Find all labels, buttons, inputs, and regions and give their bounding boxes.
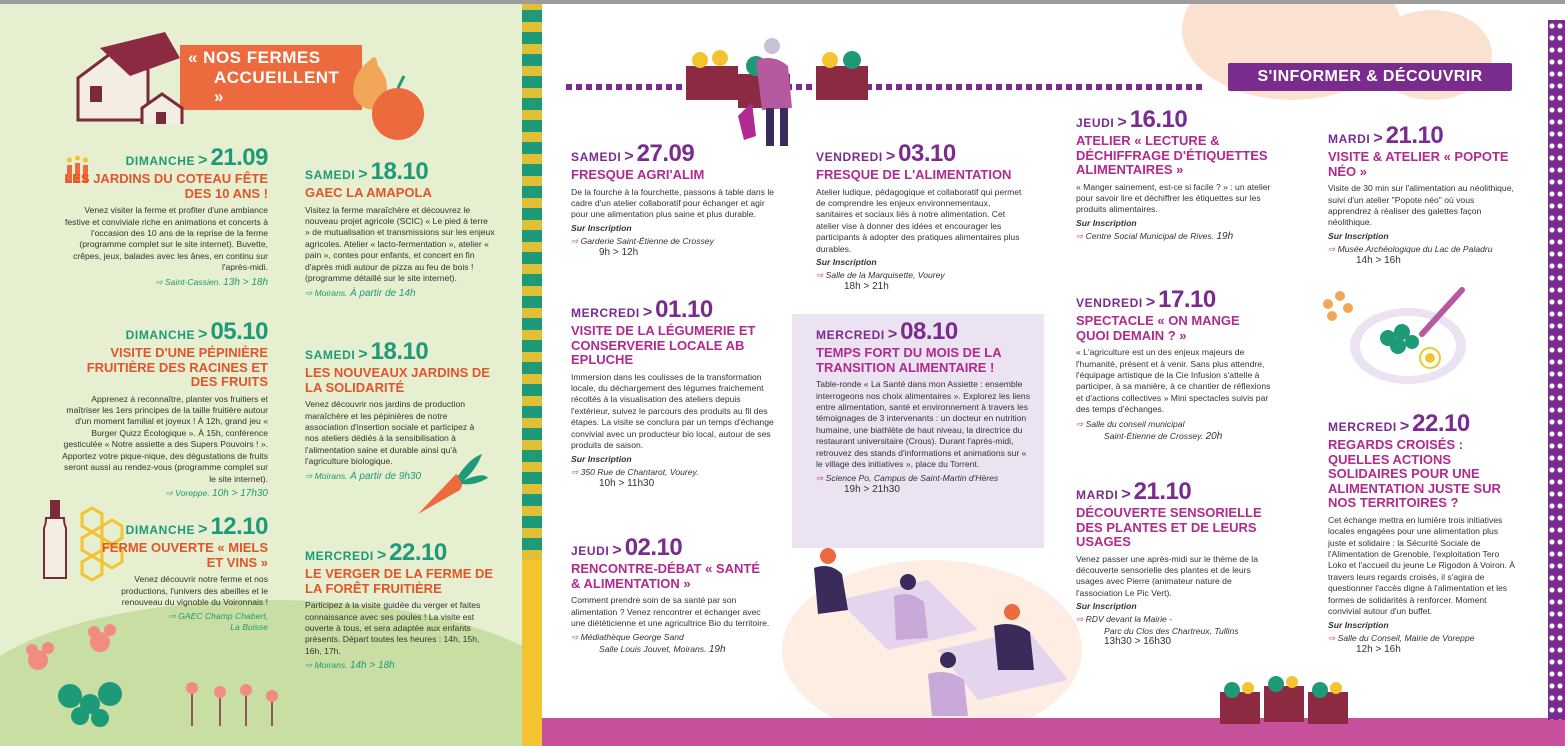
event-time: 20h — [1205, 430, 1223, 442]
event-title: LES NOUVEAUX JARDINS DE LA SOLIDARITÉ — [305, 365, 490, 395]
event-day: JEUDI — [1076, 116, 1115, 130]
event-location: Salle de la Marquisette, Vourey — [825, 270, 945, 281]
event-time: 9h > 12h — [599, 246, 639, 258]
event-title: RENCONTRE-DÉBAT « SANTÉ & ALIMENTATION » — [571, 561, 760, 591]
event-day: MARDI — [1076, 488, 1119, 502]
event-day: MERCREDI — [305, 549, 374, 563]
event-title: FRESQUE DE L'ALIMENTATION — [816, 167, 1012, 182]
event-location-2: Salle Louis Jouvet, Moirans. — [599, 644, 707, 655]
event-inscription: Sur Inscription — [1328, 230, 1389, 241]
event-description: « Manger sainement, est-ce si facile ? » : un atelier pour savoir lire et déchiffrer les étiquettes sur les produits alimentaires. — [1076, 181, 1271, 215]
event-inscription: Sur Inscription — [571, 222, 632, 233]
vegetable-crates-icon — [1216, 664, 1356, 734]
event-title: FRESQUE AGRI'ALIM — [571, 167, 705, 182]
event-location: Saint-Cassien. — [164, 276, 221, 287]
info-event: JEUDI > 16.10 ATELIER « LECTURE & DÉCHIFFRAGE D'ÉTIQUETTES ALIMENTAIRES » « Manger sainement, est-ce si facile ? » : un atelier pour savoir lire et déchiffrer les étiquettes sur les produits alimentaires. Sur Inscription ⇨ Centre Social Municipal de Rives. 19h — [1076, 108, 1276, 242]
farm-event: SAMEDI > 18.10 LES NOUVEAUX JARDINS DE LA SOLIDARITÉ Venez découvrir nos jardins de production maraîchère et les pépinières de notre association d'insertion sociale et participez à nos ateliers dédiés à la sensibilisation à l'alimentation saine et durable ainsi qu'à l'agriculture biologique. ⇨ Moirans. À partir de 9h30 — [305, 338, 490, 482]
top-rule — [0, 0, 1565, 4]
event-title: SPECTACLE « ON MANGE QUOI DEMAIN ? » — [1076, 313, 1240, 343]
event-location: Voreppe. — [175, 488, 210, 499]
event-description: De la fourche à la fourchette, passons à table dans le cadre d'un atelier collaboratif pour échanger et agir pour une alimentation plus saine et plus durable. — [571, 186, 775, 220]
event-date: 21.10 — [1385, 122, 1444, 149]
event-title: LES JARDINS DU COTEAU FÊTE DES 10 ANS ! — [64, 171, 268, 201]
event-date: 22.10 — [389, 539, 447, 566]
event-location: Centre Social Municipal de Rives. — [1085, 230, 1215, 241]
header-line-1: « NOS FERMES — [188, 48, 321, 67]
info-event: SAMEDI > 27.09 FRESQUE AGRI'ALIM De la fourche à la fourchette, passons à table dans le cadre d'un atelier collaboratif pour échanger et agir pour une alimentation plus saine et plus durable. Sur Inscription ⇨ Garderie Saint-Étienne de Crossey 9h > 12h — [571, 142, 777, 258]
header-line-2: ACCUEILLENT » — [214, 67, 340, 107]
event-description: Visitez la ferme maraîchère et découvrez le nouveau projet agricole (SCIC) « Le pied à terre » de mutualisation et transmissions sur les enjeux agricoles. Atelier « lacto-fermentation », atelier « pain », contes pour enfants, et concert en fin d'après midi autour de pizza au feu de bois ! (programme détaillé sur le site internet). — [305, 204, 495, 284]
event-description: Immersion dans les coulisses de la transformation locale, du déchargement des légumes fraichement récoltés à la visualisation des ateliers depuis l'extérieur, suivez le parcours des produits au fil des étapes. La visite se conclura par un temps d'échange convivial avec un producteur bio local, autour de ses produits de saison. — [571, 371, 774, 451]
arrow-icon: ⇨ — [1076, 614, 1086, 625]
farm-event: DIMANCHE > 12.10 FERME OUVERTE « MIELS ET VINS » Venez découvrir notre ferme et nos productions, l'univers des abeilles et le renouveau du vignoble du Voironnais ! ⇨ GAEC Champ Chabert, La Buisse — [96, 515, 268, 632]
plate-icon — [1312, 284, 1472, 394]
event-date: 27.09 — [636, 140, 695, 167]
event-inscription: Sur Inscription — [816, 257, 877, 268]
event-date: 12.10 — [210, 513, 268, 540]
event-location: Médiathèque George Sand — [580, 632, 684, 643]
event-inscription: Sur Inscription — [1076, 601, 1137, 612]
arrow-icon: ⇨ — [1328, 632, 1338, 643]
event-location: RDV devant la Mairie - — [1085, 614, 1173, 625]
event-description: Participez à la visite guidée du verger et faites connaissance avec ses poules ! La visite est ouverte à tous, et sera adaptée aux enfants présents. Départ toutes les heures : 14h, 15h, 16h, 17h. — [305, 600, 481, 656]
flowers-icon — [10, 620, 140, 730]
event-description: Venez passer une après-midi sur le thème de la découverte sensorielle des plantes et de leurs usages avec Pierre (animateur nature de l'association Le Pic Vert). — [1076, 553, 1258, 598]
event-day: MERCREDI — [816, 328, 885, 342]
header-nos-fermes — [180, 45, 362, 110]
arrow-icon: ⇨ — [816, 473, 826, 484]
info-event: MARDI > 21.10 DÉCOUVERTE SENSORIELLE DES PLANTES ET DE LEURS USAGES Venez passer une après-midi sur le thème de la découverte sensorielle des plantes et de leurs usages avec Pierre (animateur nature de l'association Le Pic Vert). Sur Inscription ⇨ RDV devant la Mairie - Parc du Clos des Chartreux, Tullins 13h30 > 16h30 — [1076, 480, 1280, 647]
pear-icon — [342, 50, 434, 142]
event-location: Moirans. — [314, 660, 348, 671]
arrow-icon: ⇨ — [168, 611, 179, 622]
info-event: MERCREDI > 22.10 REGARDS CROISÉS : QUELLES ACTIONS SOLIDAIRES POUR UNE ALIMENTATION JUSTE SUR NOS TERRITOIRES ? Cet échange mettra en lumière trois initiatives locales engagées pour une alimentation plus juste et solidaire : la Sécurité Sociale de l'Alimentation de Grenoble, l'exploitation Tero Loko et l'accueil du jeune Le Rigodon à Voiron. À travers leurs regards croisés, il s'agira de questionner l'accès digne à l'alimentation et les formes de solidarités à renforcer. Moment convivial autour d'un buffet. Sur Inscription ⇨ Salle du Conseil, Mairie de Voreppe 12h > 16h — [1328, 412, 1518, 655]
event-description: Venez visiter la ferme et profiter d'une ambiance festive et conviviale riche en animations et concerts à l'occasion des 10 ans de la reprise de la ferme (programme complet sur le site internet). Buvette, crêpes, jeux, balades avec les ânes, en continu sur l'après-midi. — [64, 205, 268, 273]
event-inscription: Sur Inscription — [1328, 619, 1389, 630]
event-description: Apprenez à reconnaître, planter vos fruitiers et maîtriser les 1ers principes de la taille fruitière autour d'un moment familial et joyeux ! À 12h, grand jeu « Burger Quizz Écologique ». À 15h, conférence gesticulée « Notre assiette a des Supers Pouvoirs ! ». Apportez votre pique-nique, des dégustations de fruits seront aussi au rendez-vous (programme complet sur le site internet). — [62, 393, 268, 484]
farm-event: DIMANCHE > 21.09 LES JARDINS DU COTEAU FÊTE DES 10 ANS ! Venez visiter la ferme et profiter d'une ambiance festive et conviviale riche en animations et concerts à l'occasion des 10 ans de la reprise de la ferme (programme complet sur le site internet). Buvette, crêpes, jeux, balades avec les ânes, en continu sur l'après-midi. ⇨ Saint-Cassien. 13h > 18h — [60, 146, 268, 288]
person-icon — [726, 36, 806, 152]
arrow-icon: ⇨ — [305, 287, 315, 298]
right-edge-pattern — [1548, 20, 1565, 720]
event-inscription: Sur Inscription — [1076, 217, 1137, 228]
event-location: Salle du Conseil, Mairie de Voreppe — [1337, 632, 1475, 643]
event-date: 17.10 — [1158, 286, 1216, 313]
event-time: 12h > 16h — [1356, 643, 1401, 655]
event-location-2: Parc du Clos des Chartreux, Tullins — [1104, 626, 1239, 637]
event-day: MERCREDI — [1328, 420, 1397, 434]
info-event: VENDREDI > 03.10 FRESQUE DE L'ALIMENTATION Atelier ludique, pédagogique et collaboratif qui permet de comprendre les enjeux environnementaux, sanitaires et sociaux liés à notre alimentation. Cet atelier vise à donner des idées et encourager les participants à adopter des pratiques alimentaires plus durables. Sur Inscription ⇨ Salle de la Marquisette, Vourey 18h > 21h — [816, 140, 1022, 293]
arrow-icon: ⇨ — [305, 470, 315, 481]
farm-event: MERCREDI > 22.10 LE VERGER DE LA FERME DE LA FORÊT FRUITIÈRE Participez à la visite guidée du verger et faites connaissance avec ses poules ! La visite est ouverte à tous, et sera adaptée aux enfants présents. Départ toutes les heures : 14h, 15h, 16h, 17h. ⇨ Moirans. 14h > 18h — [305, 539, 494, 672]
info-event: MARDI > 21.10 VISITE & ATELIER « POPOTE NÉO » Visite de 30 min sur l'alimentation au néolithique, suivi d'un atelier "Popote néo" où vous apprendrez à réaliser des galettes façon néolithique. Sur Inscription ⇨ Musée Archéologique du Lac de Paladru 14h > 16h — [1328, 124, 1518, 266]
event-time: 14h > 18h — [349, 660, 395, 672]
event-day: SAMEDI — [571, 150, 622, 164]
event-time: 13h30 > 16h30 — [1104, 636, 1172, 648]
people-at-table-icon — [778, 540, 1078, 720]
arrow-icon: ⇨ — [816, 270, 826, 281]
event-day: SAMEDI — [305, 348, 356, 362]
event-date: 16.10 — [1129, 106, 1188, 133]
arrow-icon: ⇨ — [571, 466, 581, 477]
arrow-icon: ⇨ — [1076, 230, 1086, 241]
event-location-2: La Buisse — [230, 622, 268, 633]
info-event: JEUDI > 02.10 RENCONTRE-DÉBAT « SANTÉ & ALIMENTATION » Comment prendre soin de sa santé par son alimentation ? Venez rencontrer et échanger avec une diététicienne et une agricultrice Bio du territoire. ⇨ Médiathèque George Sand Salle Louis Jouvet, Moirans. 19h — [571, 534, 770, 656]
event-date: 21.10 — [1133, 478, 1192, 505]
farm-event: SAMEDI > 18.10 GAEC LA AMAPOLA Visitez la ferme maraîchère et découvrez le nouveau projet agricole (SCIC) « Le pied à terre » de mutualisation et transmissions sur les enjeux agricoles. Atelier « lacto-fermentation », atelier « pain », contes pour enfants, et concert en fin d'après midi autour de pizza au feu de bois ! (programme détaillé sur le site internet). ⇨ Moirans. À partir de 14h — [305, 158, 495, 299]
event-time: 10h > 17h30 — [212, 488, 268, 500]
barn-icon — [70, 28, 190, 124]
event-description: Comment prendre soin de sa santé par son alimentation ? Venez rencontrer et échanger avec une diététicienne et une agricultrice Bio du territoire. — [571, 595, 770, 628]
event-time: 19h — [1216, 230, 1234, 242]
arrow-icon: ⇨ — [1328, 243, 1338, 254]
event-title: TEMPS FORT DU MOIS DE LA TRANSITION ALIMENTAIRE ! — [816, 345, 1002, 375]
event-time: 19h — [708, 644, 726, 656]
event-day: VENDREDI — [1076, 296, 1143, 310]
event-date: 05.10 — [210, 318, 268, 345]
farm-event: DIMANCHE > 05.10 VISITE D'UNE PÉPINIÈRE FRUITIÈRE DES RACINES ET DES FRUITS Apprenez à reconnaître, planter vos fruitiers et maîtriser les 1ers principes de la taille fruitière autour d'un moment familial et joyeux ! À 12h, grand jeu « Burger Quizz Écologique ». À 15h, conférence gesticulée « Notre assiette a des Supers Pouvoirs ! ». Apportez votre pique-nique, des dégustations de fruits seront aussi au rendez-vous (programme complet sur le site internet). ⇨ Voreppe. 10h > 17h30 — [58, 320, 268, 499]
wavy-divider — [566, 84, 1206, 90]
arrow-icon: ⇨ — [571, 632, 581, 643]
event-location: Salle du conseil municipal — [1085, 418, 1185, 429]
event-time: 10h > 11h30 — [599, 477, 655, 489]
event-date: 01.10 — [655, 296, 713, 323]
event-location: 350 Rue de Chantarot, Vourey. — [580, 466, 699, 477]
event-location: GAEC Champ Chabert, — [178, 611, 268, 622]
event-date: 21.09 — [210, 144, 268, 171]
arrow-icon: ⇨ — [165, 488, 176, 499]
arrow-icon: ⇨ — [571, 235, 581, 246]
event-location: Moirans. — [314, 470, 348, 481]
event-date: 02.10 — [624, 534, 683, 561]
event-description: Visite de 30 min sur l'alimentation au néolithique, suivi d'un atelier "Popote néo" où vous apprendrez à réaliser des galettes façon néolithique. — [1328, 183, 1514, 228]
event-date: 22.10 — [1412, 410, 1470, 437]
event-time: À partir de 14h — [349, 287, 416, 299]
bottom-band — [542, 718, 1565, 746]
event-title: ATELIER « LECTURE & DÉCHIFFRAGE D'ÉTIQUETTES ALIMENTAIRES » — [1076, 133, 1268, 178]
event-title: REGARDS CROISÉS : QUELLES ACTIONS SOLIDAIRES POUR UNE ALIMENTATION JUSTE SUR NOS TERRITOIRES ? — [1328, 437, 1501, 511]
event-description: « L'agriculture est un des enjeux majeurs de l'humanité, présent et à venir. Sans plus attendre, l'équipage artistique de la Cie Infusion s'attelle à participer, à sa manière, à ce chantier de réflexions et d'actions collectives » Mini spectacles suivis par des temps d'échanges. — [1076, 347, 1271, 415]
info-event: MERCREDI > 08.10 TEMPS FORT DU MOIS DE LA TRANSITION ALIMENTAIRE ! Table-ronde « La Santé dans mon Assiette : ensemble interrogeons nos choix alimentaires ». Explorez les liens entre alimentation, santé et environnement à travers les témoignages de 3 intervenants : un docteur en nutrition humaine, une biathlète de haut niveau, la directrice du restaurant universitaire (Crous). Durant l'après-midi, retrouvez des stands d'informations et animations sur « le village des initiatives », place du Torrent. ⇨ Science Po, Campus de Saint-Martin d'Hères 19h > 21h30 — [816, 318, 1030, 496]
event-date: 18.10 — [370, 158, 429, 185]
arrow-icon: ⇨ — [155, 276, 165, 287]
header-informer: S'INFORMER & DÉCOUVRIR — [1228, 63, 1512, 91]
event-title: FERME OUVERTE « MIELS ET VINS » — [101, 540, 268, 570]
event-description: Atelier ludique, pédagogique et collaboratif qui permet de comprendre les enjeux environnementaux, sanitaires et sociaux liés à notre alimentation. Cet atelier vise à donner des idées et encourager les participants à adopter des pratiques alimentaires plus durables. — [816, 186, 1022, 254]
event-time: 13h > 18h — [223, 276, 268, 288]
fold-strip — [522, 0, 542, 746]
event-date: 18.10 — [370, 338, 429, 365]
event-title: VISITE D'UNE PÉPINIÈRE FRUITIÈRE DES RACINES ET DES FRUITS — [86, 345, 268, 390]
arrow-icon: ⇨ — [305, 660, 315, 671]
event-day: DIMANCHE — [125, 328, 196, 342]
event-day: MARDI — [1328, 132, 1371, 146]
event-time: 19h > 21h30 — [844, 484, 900, 496]
event-location: Musée Archéologique du Lac de Paladru — [1337, 243, 1493, 254]
event-date: 08.10 — [900, 318, 958, 345]
event-time: 18h > 21h — [844, 281, 889, 293]
info-event: MERCREDI > 01.10 VISITE DE LA LÉGUMERIE ET CONSERVERIE LOCALE AB EPLUCHE Immersion dans les coulisses de la transformation locale, du déchargement des légumes fraichement récoltés à la visualisation des ateliers depuis l'extérieur, suivez le parcours des produits au fil des étapes. La visite se conclura par un temps d'échange convivial avec un producteur bio local, autour de ses produits de saison. Sur Inscription ⇨ 350 Rue de Chantarot, Vourey. 10h > 11h30 — [571, 296, 774, 489]
event-title: GAEC LA AMAPOLA — [305, 185, 432, 200]
event-time: 14h > 16h — [1356, 254, 1401, 266]
event-title: VISITE & ATELIER « POPOTE NÉO » — [1328, 149, 1509, 179]
flowers-icon — [180, 670, 300, 730]
event-location: Science Po, Campus de Saint-Martin d'Hères — [825, 473, 999, 484]
event-title: VISITE DE LA LÉGUMERIE ET CONSERVERIE LOCALE AB EPLUCHE — [571, 323, 756, 368]
event-location-2: Saint-Étienne de Crossey. — [1104, 430, 1204, 441]
arrow-icon: ⇨ — [1076, 418, 1086, 429]
event-description: Cet échange mettra en lumière trois initiatives locales engagées pour une alimentation plus juste et solidaire : la Sécurité Sociale de l'Alimentation de Grenoble, l'exploitation Tero Loko et l'accueil du jeune Le Rigodon à Voiron. À travers leurs regards croisés, il s'agira de questionner l'accès digne à l'alimentation et les formes de solidarités à renforcer. Moment convivial autour d'un buffet. — [1328, 514, 1516, 617]
event-day: MERCREDI — [571, 306, 640, 320]
event-inscription: Sur Inscription — [571, 453, 632, 464]
event-description: Table-ronde « La Santé dans mon Assiette : ensemble interrogeons nos choix alimentaires ». Explorez les liens entre alimentation, santé et environnement à travers les témoignages de 3 intervenants : un docteur en nutrition humaine, une biathlète de haut niveau, la directrice du restaurant universitaire (Crous). Durant l'après-midi, retrouvez des stands d'informations et animations sur « le village des initiatives », place du Torrent. — [816, 379, 1030, 470]
info-event: VENDREDI > 17.10 SPECTACLE « ON MANGE QUOI DEMAIN ? » « L'agriculture est un des enjeux majeurs de l'humanité, présent et à venir. Sans plus attendre, l'équipage artistique de la Cie Infusion s'attelle à participer, à sa manière, à ce chantier de réflexions et d'actions collectives » Mini spectacles suivis par des temps d'échanges. ⇨ Salle du conseil municipal Saint-Étienne de Crossey. 20h — [1076, 288, 1276, 442]
event-time: À partir de 9h30 — [349, 470, 422, 482]
event-title: DÉCOUVERTE SENSORIELLE DES PLANTES ET DE LEURS USAGES — [1076, 505, 1262, 550]
event-date: 03.10 — [898, 140, 956, 167]
event-description: Venez découvrir nos jardins de production maraîchère et les pépinières de notre association d'insertion sociale et participez à nos ateliers dédiés à la sensibilisation à l'alimentation saine et durable ainsi qu'à l'agriculture biologique. — [305, 399, 475, 467]
event-day: DIMANCHE — [125, 523, 196, 537]
event-day: SAMEDI — [305, 168, 356, 182]
event-day: JEUDI — [571, 544, 610, 558]
event-day: DIMANCHE — [125, 154, 196, 168]
event-location: Garderie Saint-Étienne de Crossey — [580, 235, 714, 246]
event-description: Venez découvrir notre ferme et nos productions, l'univers des abeilles et le renouveau du vignoble du Voironnais ! — [121, 574, 268, 607]
event-day: VENDREDI — [816, 150, 883, 164]
event-title: LE VERGER DE LA FERME DE LA FORÊT FRUITIÈRE — [305, 566, 494, 596]
event-location: Moirans. — [314, 287, 348, 298]
